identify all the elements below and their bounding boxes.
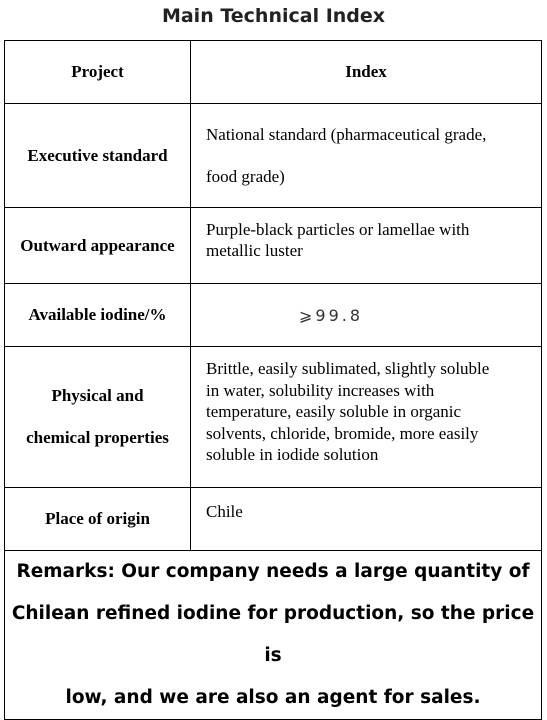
label-line: chemical properties — [26, 428, 169, 447]
table-row — [5, 104, 542, 208]
row-value-physical-chemical-properties — [191, 347, 542, 488]
value-line: in water, solubility increases with — [206, 380, 435, 400]
table-header-row — [5, 41, 542, 104]
remarks-row — [5, 551, 542, 720]
page-title: Main Technical Index — [161, 5, 386, 27]
column-header-project: Project — [5, 41, 191, 104]
row-label-physical-chemical-properties — [5, 347, 191, 488]
technical-index-table — [4, 40, 542, 720]
row-value-outward-appearance — [191, 208, 542, 284]
value-line: Brittle, easily sublimated, slightly soluble — [206, 359, 490, 378]
table-row — [5, 488, 542, 551]
row-label-place-of-origin: Place of origin — [5, 488, 191, 551]
value-line: National standard (pharmaceutical grade, — [206, 124, 487, 144]
row-value-available-iodine: ⩾99.8 — [191, 284, 542, 347]
table-row — [5, 208, 542, 284]
value-line: metallic luster — [206, 241, 303, 260]
remarks-line: Remarks: Our company needs a large quantity of — [16, 561, 530, 582]
value-line: soluble in iodide solution — [206, 445, 379, 464]
value-line: solvents, chloride, bromide, more easily — [206, 423, 479, 443]
label-line: Physical and — [51, 386, 144, 405]
row-label-available-iodine: Available iodine/% — [5, 284, 191, 347]
value-line: food grade) — [206, 166, 285, 186]
column-header-index: Index — [191, 41, 542, 104]
value-line: Purple-black particles or lamellae with — [206, 220, 470, 239]
row-label-executive-standard: Executive standard — [5, 104, 191, 208]
row-value-place-of-origin: Chile — [191, 488, 542, 551]
remarks-line: Chilean refined iodine for production, so the price is — [11, 603, 535, 666]
row-label-outward-appearance: Outward appearance — [5, 208, 191, 284]
row-value-executive-standard — [191, 104, 542, 208]
value-line: temperature, easily soluble in organic — [206, 402, 462, 421]
remarks-line: low, and we are also an agent for sales. — [65, 687, 481, 708]
table-row — [5, 347, 542, 488]
remarks-cell — [5, 551, 542, 720]
table-row — [5, 284, 542, 347]
